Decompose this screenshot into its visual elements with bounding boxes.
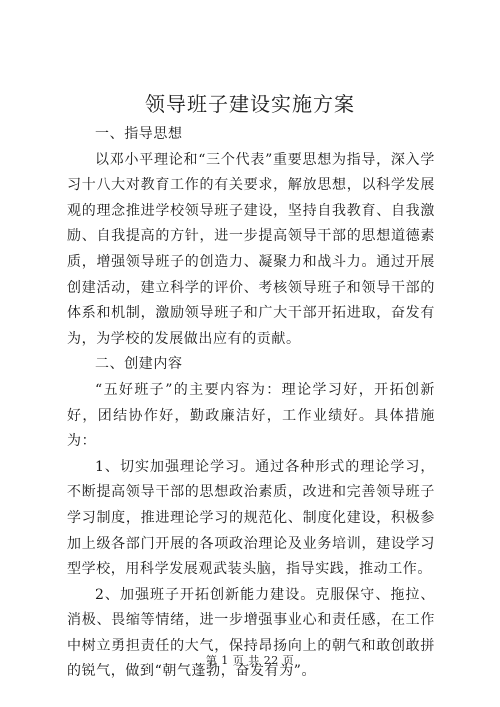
section-heading-content: 二、创建内容 [95, 356, 183, 373]
document-body [67, 122, 435, 685]
paragraph-five-good: “五好班子”的主要内容为：理论学习好，开拓创新好，团结协作好，勤政廉洁好，工作业绩好。具体措施为： [67, 381, 435, 450]
paragraph-innovation: 2、加强班子开拓创新能力建设。克服保守、拖拉、消极、畏缩等情绪，进一步增强事业心和责任感，在工作中树立勇担责任的大气，保持昂扬向上的朝气和敢创敢拼的锐气，做到“朝气蓬勃，奋发有为”。 [67, 586, 435, 680]
paragraph-guiding-ideology: 以邓小平理论和“三个代表”重要思想为指导，深入学习十八大对教育工作的有关要求，解放思想，以科学发展观的理念推进学校领导班子建设，坚持自我教育、自我激励、自我提高的方针，进一步提高领导干部的思想道德素质，增强领导班子的创造力、凝聚力和战斗力。通过开展创建活动，建立科学的评价、考核领导班子和领导干部的体系和机制，激励领导班子和广大干部开拓进取，奋发有为，为学校的发展做出应有的贡献。 [67, 151, 435, 347]
page-footer: 第 1 页 共 22 页 [205, 654, 295, 667]
document-title: 领导班子建设实施方案 [145, 92, 355, 116]
paragraph-theory-study: 1、切实加强理论学习。通过各种形式的理论学习，不断提高领导干部的思想政治素质，改进和完善领导班子学习制度，推进理论学习的规范化、制度化建设，积极参加上级各部门开展的各项政治理论及业务培训，建设学习型学校，用科学发展观武装头脑，指导实践，推动工作。 [67, 458, 435, 578]
section-heading-guiding-ideology: 一、指导思想 [95, 126, 183, 142]
